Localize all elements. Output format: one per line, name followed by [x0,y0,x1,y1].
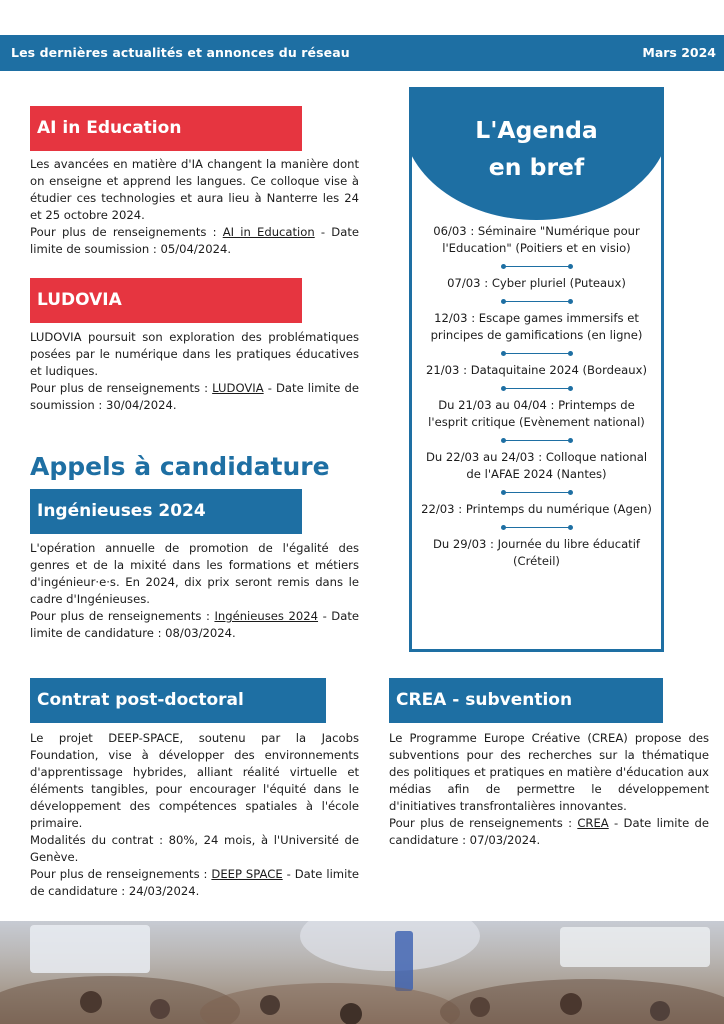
header-bar [0,35,724,71]
agenda-title [412,112,661,186]
photo-head [80,991,102,1013]
ingenieuses-body [30,540,359,642]
postdoc-title-bar [30,678,326,723]
photo-flag [395,931,413,991]
ingenieuses-title: Ingénieuses 2024 [37,501,206,521]
crea-deadline: - Date limite de candidature : 07/03/2024. [389,816,710,847]
agenda-separator [504,388,570,389]
ingenieuses-link[interactable]: Ingénieuses 2024 [214,609,319,623]
photo-screen-glow [30,925,150,973]
postdoc-more-label: Pour plus de renseignements : [30,867,212,881]
agenda-item: Du 21/03 au 04/04 : Printemps de l'esprit critique (Evènement national) [428,398,645,429]
header-date: Mars 2024 [642,45,716,60]
crea-title-bar [389,678,663,723]
conference-photo [0,921,724,1024]
ludovia-deadline: - Date limite de soumission : 30/04/2024. [30,381,360,412]
postdoc-deadline: - Date limite de candidature : 24/03/2024. [30,867,359,898]
agenda-item: 22/03 : Printemps du numérique (Agen) [421,502,652,516]
agenda-separator [504,527,570,528]
ingenieuses-info [30,608,359,642]
ludovia-title: LUDOVIA [37,290,122,310]
header-title: Les dernières actualités et annonces du réseau [11,45,350,60]
postdoc-info [30,866,359,900]
ai-education-link[interactable]: AI in Education [222,225,315,239]
ai-education-text: Les avancées en matière d'IA changent la manière dont on enseigne et apprend les langues. Ce colloque vise à étudier ces technologies et aura lieu à Nanterre les 24 et 25 octobre 2024. [30,157,359,222]
agenda-item: 07/03 : Cyber pluriel (Puteaux) [447,276,626,290]
ingenieuses-deadline: - Date limite de candidature : 08/03/2024. [30,609,360,640]
agenda-separator [504,440,570,441]
ingenieuses-title-bar [30,489,302,534]
postdoc-modalites: Modalités du contrat : 80%, 24 mois, à l'Université de Genève. [30,833,359,864]
ai-education-title: AI in Education [37,118,182,138]
ai-education-body [30,156,359,258]
agenda-list [420,223,653,570]
ai-education-info [30,224,359,258]
appels-heading: Appels à candidature [30,452,330,481]
crea-link[interactable]: CREA [577,816,609,830]
crea-more-label: Pour plus de renseignements : [389,816,578,830]
postdoc-link[interactable]: DEEP SPACE [211,867,283,881]
crea-title: CREA - subvention [396,690,573,710]
ingenieuses-text: L'opération annuelle de promotion de l'égalité des genres et de la mixité dans les formations et métiers d'ingénieur·e·s. En 2024, dix prix seront remis dans le cadre d'Ingénieuses. [30,541,359,606]
ludovia-body [30,329,359,414]
crea-body [389,730,709,849]
agenda-separator [504,353,570,354]
agenda-item: 06/03 : Séminaire "Numérique pour l'Education" (Poitiers et en visio) [433,224,640,255]
ai-education-title-bar [30,106,302,151]
crea-info [389,815,709,849]
ai-education-more-label: Pour plus de renseignements : [30,225,223,239]
photo-head [560,993,582,1015]
agenda-separator [504,301,570,302]
photo-audience [200,983,460,1024]
agenda-separator [504,492,570,493]
photo-head [150,999,170,1019]
ludovia-link[interactable]: LUDOVIA [212,381,264,395]
crea-text: Le Programme Europe Créative (CREA) propose des subventions pour des recherches sur la thématique des politiques et pratiques en matière d'éducation aux médias afin de permettre le développement d'initiatives transfrontalières innovantes. [389,731,709,813]
ai-education-deadline: - Date limite de soumission : 05/04/2024. [30,225,360,256]
postdoc-body [30,730,359,900]
agenda-item: 21/03 : Dataquitaine 2024 (Bordeaux) [426,363,647,377]
photo-head [470,997,490,1017]
agenda-title-line1: L'Agenda [475,116,598,144]
photo-head [340,1003,362,1024]
agenda-item: Du 22/03 au 24/03 : Colloque national de l'AFAE 2024 (Nantes) [425,450,648,481]
ingenieuses-more-label: Pour plus de renseignements : [30,609,215,623]
ludovia-more-label: Pour plus de renseignements : [30,381,213,395]
agenda-separator [504,266,570,267]
postdoc-title: Contrat post-doctoral [37,690,244,710]
ludovia-title-bar [30,278,302,323]
photo-head [260,995,280,1015]
ludovia-info [30,380,359,414]
photo-head [650,1001,670,1021]
agenda-title-line2: en bref [488,153,585,181]
ludovia-text: LUDOVIA poursuit son exploration des problématiques posées par le numérique dans les pratiques éducatives et ludiques. [30,330,359,378]
agenda-item: 12/03 : Escape games immersifs et principes de gamifications (en ligne) [430,311,643,342]
agenda-item: Du 29/03 : Journée du libre éducatif (Créteil) [432,537,641,568]
photo-light [300,921,480,971]
agenda-box [409,87,664,652]
photo-window [560,927,710,967]
postdoc-text: Le projet DEEP-SPACE, soutenu par la Jacobs Foundation, vise à développer des environnements d'apprentissage hybrides, alliant réalité virtuelle et éléments tangibles, pour encourager l'équité dans le développement des compétences spatiales à l'école primaire. [30,731,359,830]
